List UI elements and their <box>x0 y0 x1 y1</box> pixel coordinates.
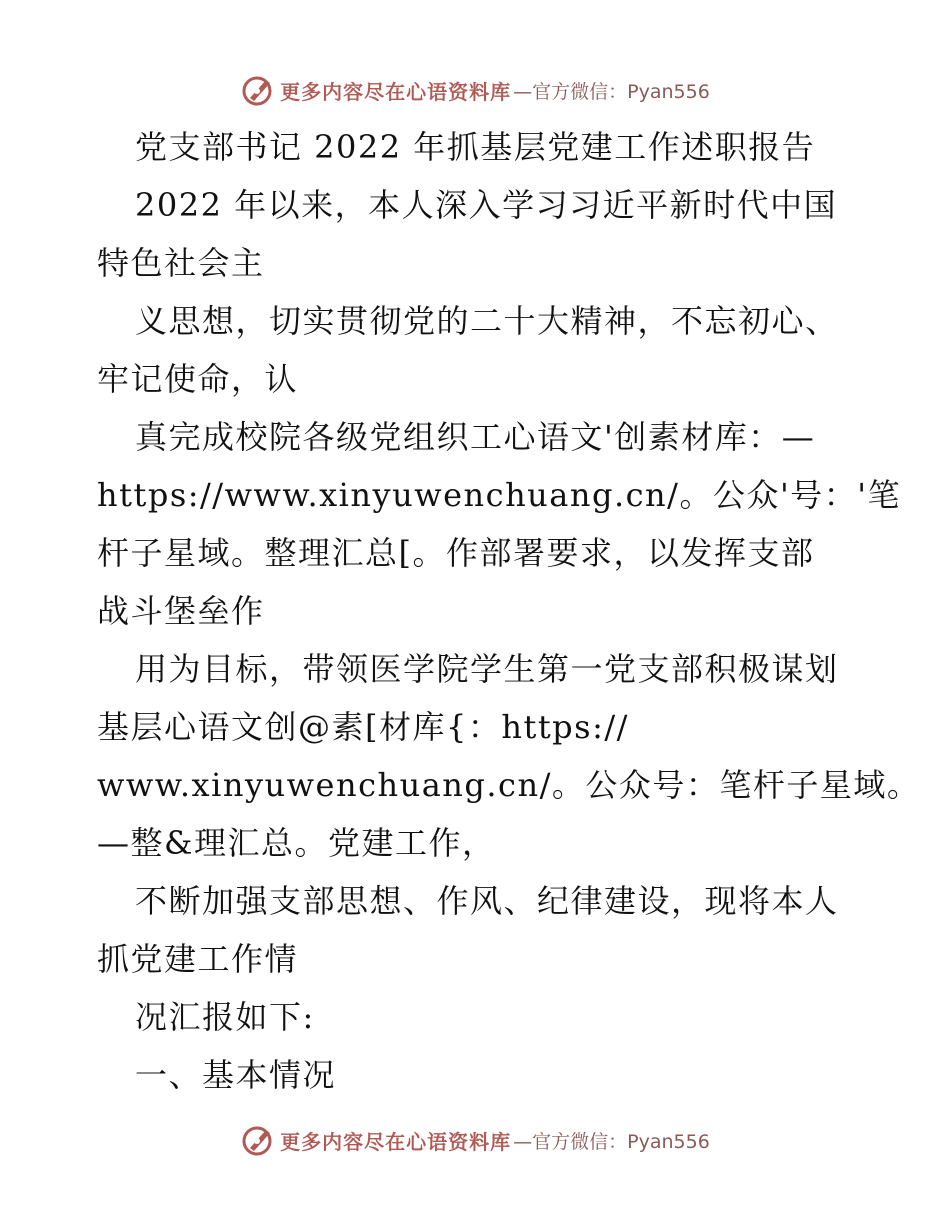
document-line: 党支部书记 2022 年抓基层党建工作述职报告 <box>135 128 816 166</box>
banner-main-text: 更多内容尽在心语资料库 <box>280 79 512 104</box>
pen-logo-icon <box>240 72 276 108</box>
document-body <box>97 118 921 1104</box>
document-line: 用为目标，带领医学院学生第一党支部积极谋划 <box>135 650 839 688</box>
document-line: 义思想，切实贯彻党的二十大精神，不忘初心、 <box>135 302 839 340</box>
document-line: 基层心语文创@素[材库{：https:// <box>97 708 629 746</box>
document-line: 杆子星域。整理汇总[。作部署要求，以发挥支部 <box>97 534 815 572</box>
document-line: 况汇报如下: <box>135 998 315 1036</box>
document-line: www.xinyuwenchuang.cn/。公众号：笔杆子星域。 <box>97 766 921 804</box>
banner-sub-text: —官方微信：Pyan556 <box>513 1130 710 1153</box>
document-line: 牢记使命，认 <box>97 360 299 398</box>
document-line: 战斗堡垒作 <box>97 592 265 630</box>
document-line: 一、基本情况 <box>135 1056 337 1094</box>
header-watermark-banner <box>0 70 950 110</box>
banner-sub-text: —官方微信：Pyan556 <box>513 80 710 103</box>
document-line: https://www.xinyuwenchuang.cn/。公众'号：'笔 <box>97 476 902 514</box>
document-line: 2022 年以来，本人深入学习习近平新时代中国 <box>135 186 838 224</box>
pen-logo-icon <box>240 1122 276 1158</box>
footer-watermark-banner <box>0 1120 950 1160</box>
document-line: 特色社会主 <box>97 244 265 282</box>
banner-main-text: 更多内容尽在心语资料库 <box>280 1129 512 1154</box>
document-line: 真完成校院各级党组织工心语文'创素材库：— <box>135 418 816 456</box>
document-line: 抓党建工作情 <box>97 940 299 978</box>
document-line: —整&理汇总。党建工作， <box>97 824 496 862</box>
document-line: 不断加强支部思想、作风、纪律建设，现将本人 <box>135 882 839 920</box>
